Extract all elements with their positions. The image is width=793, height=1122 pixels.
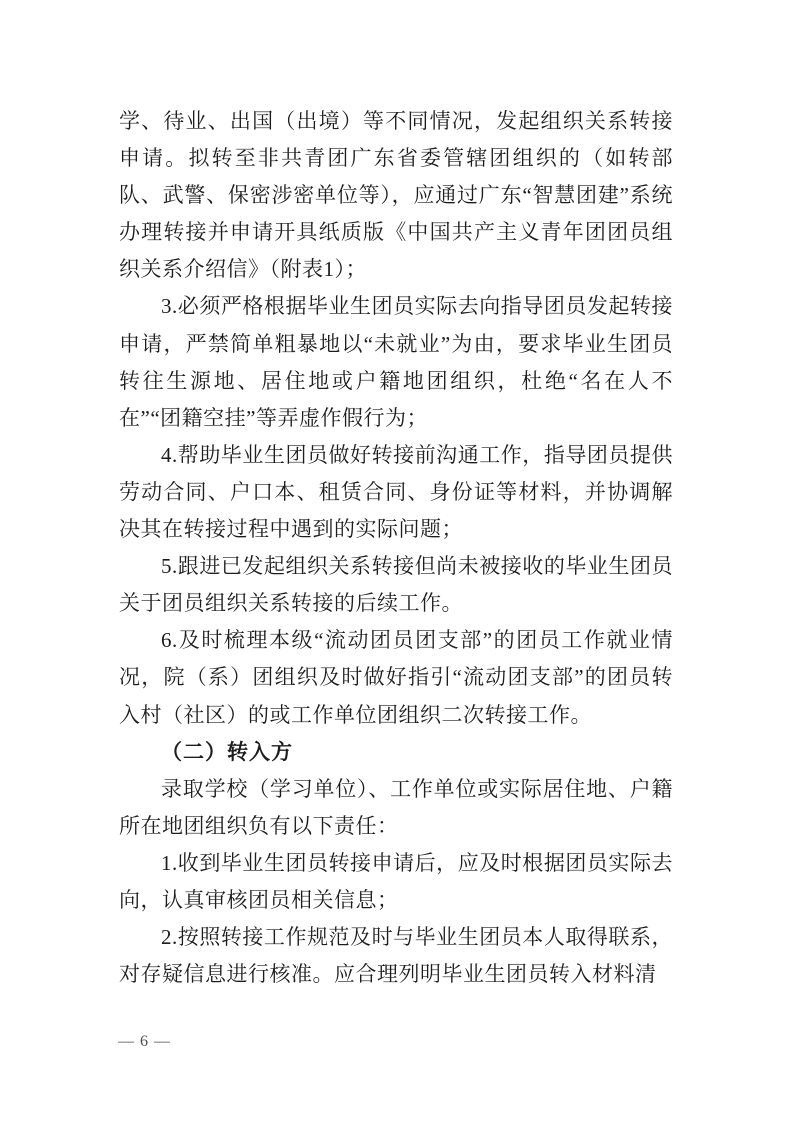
paragraph-section-intro: 录取学校（学习单位）、工作单位或实际居住地、户籍所在地团组织负有以下责任： [119,776,673,838]
paragraph-item-5: 5.跟进已发起组织关系转接但尚未被接收的毕业生团员关于团员组织关系转接的后续工作。 [119,554,673,616]
paragraph-item-1: 1.收到毕业生团员转接申请后，应及时根据团员实际去向，认真审核团员相关信息； [119,850,673,912]
paragraph-item-2: 2.按照转接工作规范及时与毕业生团员本人取得联系，对存疑信息进行核准。应合理列明毕业生团员转入材料清 [119,925,673,987]
paragraph-item-4: 4.帮助毕业生团员做好转接前沟通工作，指导团员提供劳动合同、户口本、租赁合同、身份证等材料，并协调解决其在转接过程中遇到的实际问题； [119,442,673,542]
paragraph-item-6: 6.及时梳理本级“流动团员团支部”的团员工作就业情况，院（系）团组织及时做好指引“流动团支部”的团员转入村（社区）的或工作单位团组织二次转接工作。 [119,628,673,727]
page-number: — 6 — [118,1033,171,1050]
paragraph-item-3: 3.必须严格根据毕业生团员实际去向指导团员发起转接申请，严禁简单粗暴地以“未就业”为由，要求毕业生团员转往生源地、居住地或户籍地团组织，杜绝“名在人不在”“团籍空挂”等弄虚作假行为； [119,294,673,430]
section-heading-transfer-in: （二）转入方 [161,740,293,764]
document-body [119,103,673,993]
paragraph-continuation: 学、待业、出国（出境）等不同情况，发起组织关系转接申请。拟转至非共青团广东省委管辖团组织的（如转部队、武警、保密涉密单位等），应通过广东“智慧团建”系统办理转接并申请开具纸质版《中国共产主义青年团团员组织关系介绍信》（附表1）； [119,109,673,282]
